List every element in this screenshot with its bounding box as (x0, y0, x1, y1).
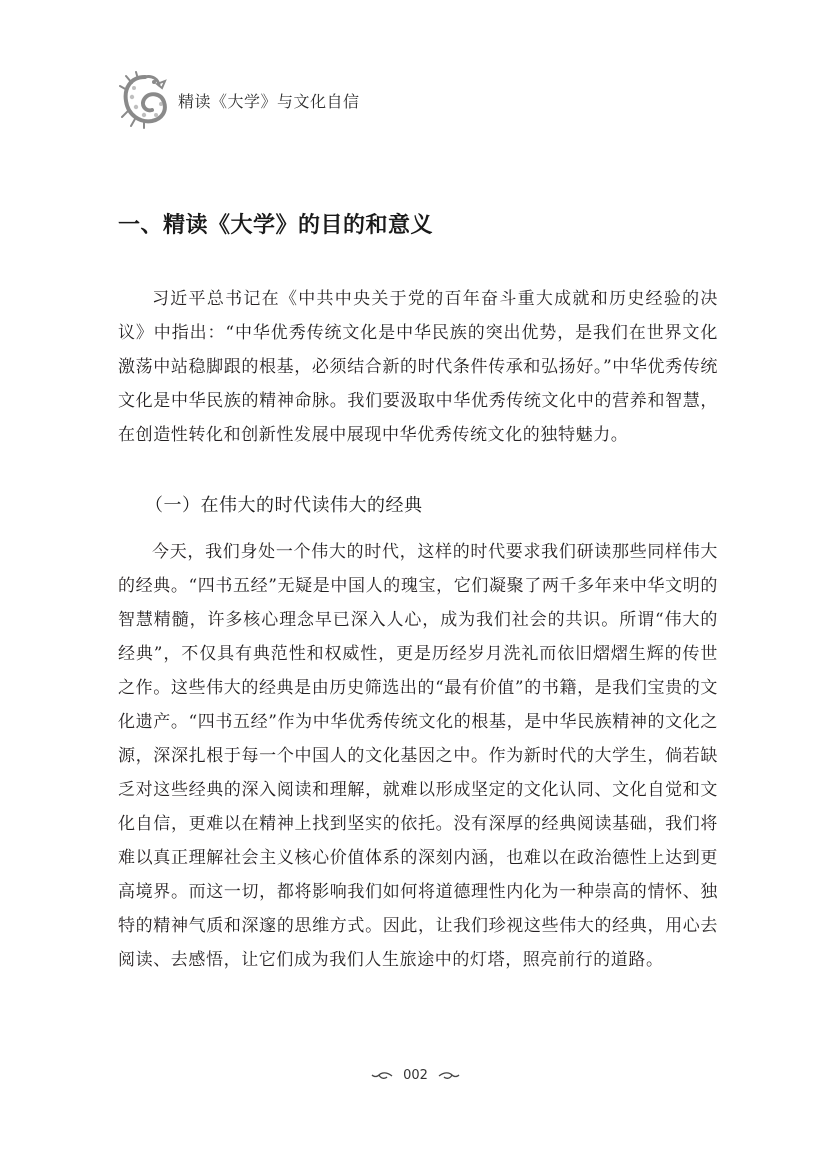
subsection-paragraph: 今天，我们身处一个伟大的时代，这样的时代要求我们研读那些同样伟大的经典。“四书五经”无疑是中国人的瑰宝，它们凝聚了两千多年来中华文明的智慧精髓，许多核心理念早已深入人心，成为我们社会的共识。所谓“伟大的经典”，不仅具有典范性和权威性，更是历经岁月洗礼而依旧熠熠生辉的传世之作。这些伟大的经典是由历史筛选出的“最有价值”的书籍，是我们宝贵的文化遗产。“四书五经”作为中华优秀传统文化的根基，是中华民族精神的文化之源，深深扎根于每一个中国人的文化基因之中。作为新时代的大学生，倘若缺乏对这些经典的深入阅读和理解，就难以形成坚定的文化认同、文化自觉和文化自信，更难以在精神上找到坚实的依托。没有深厚的经典阅读基础，我们将难以真正理解社会主义核心价值体系的深刻内涵，也难以在政治德性上达到更高境界。而这一切，都将影响我们如何将道德理性内化为一种崇高的情怀、独特的精神气质和深邃的思维方式。因此，让我们珍视这些伟大的经典，用心去阅读、去感悟，让它们成为我们人生旅途中的灯塔，照亮前行的道路。 (118, 542, 718, 970)
subsection-heading: （一）在伟大的时代读伟大的经典 (145, 495, 423, 516)
running-header-title: 精读《大学》与文化自信 (178, 91, 360, 111)
running-header (118, 70, 360, 130)
subsection-paragraph-block (118, 535, 718, 977)
scroll-ornament-left-icon (371, 1071, 393, 1081)
scroll-ornament-right-icon (438, 1071, 460, 1081)
intro-paragraph-block (118, 282, 718, 452)
page-footer (0, 1068, 831, 1083)
dragon-emblem-icon (118, 71, 172, 129)
intro-paragraph: 习近平总书记在《中共中央关于党的百年奋斗重大成就和历史经验的决议》中指出：“中华优秀传统文化是中华民族的突出优势，是我们在世界文化激荡中站稳脚跟的根基，必须结合新的时代条件传承和弘扬好。”中华优秀传统文化是中华民族的精神命脉。我们要汲取中华优秀传统文化中的营养和智慧，在创造性转化和创新性发展中展现中华优秀传统文化的独特魅力。 (118, 289, 718, 445)
page-number: 002 (403, 1068, 428, 1083)
section-heading: 一、精读《大学》的目的和意义 (118, 213, 434, 238)
